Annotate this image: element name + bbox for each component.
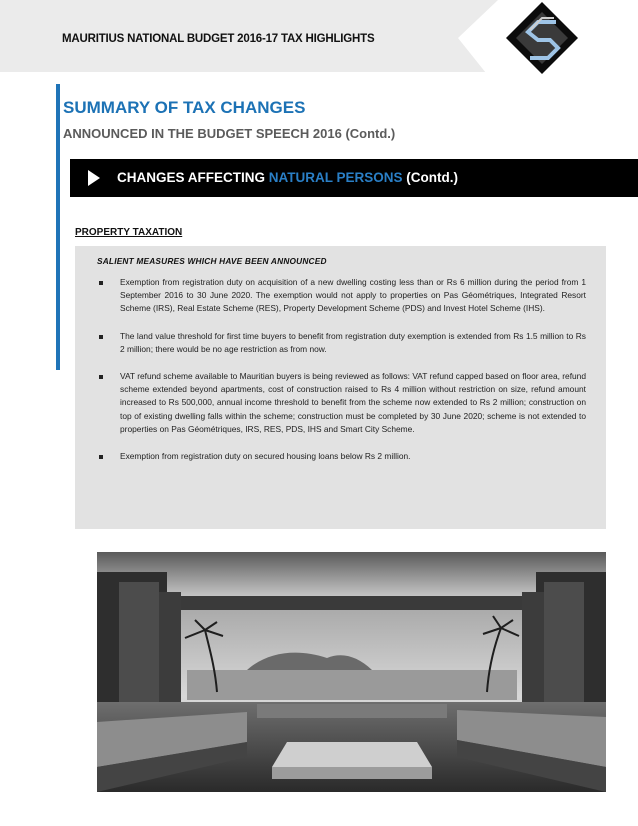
- list-item: [99, 450, 586, 463]
- section-title: PROPERTY TAXATION: [75, 227, 183, 238]
- terrace-photo: [97, 552, 606, 792]
- list-item-text: VAT refund scheme available to Mauritian buyers is being reviewed as follows: VAT refund capped based on floor area, refund scheme extended beyond apartments, cost of construction raised to Rs 4 million without restriction on size, refund amount increased to Rs 500,000, annual income threshold to benefit from the scheme now extended to Rs 2 million; construction on top of existing dwelling falls within the scheme; construction must be completed by 30 June 2020; scheme is not extended to properties on Pas Géométriques, IRS, RES, PDS, IHS and Smart City Scheme.: [120, 371, 587, 434]
- square-bullet-icon: [99, 281, 103, 285]
- measures-box: [75, 246, 606, 529]
- square-bullet-icon: [99, 375, 103, 379]
- banner-highlight: NATURAL PERSONS: [268, 170, 403, 185]
- list-item: [99, 330, 586, 356]
- page-subtitle: ANNOUNCED IN THE BUDGET SPEECH 2016 (Contd.): [63, 126, 396, 141]
- banner-prefix: CHANGES AFFECTING: [117, 170, 269, 185]
- header-title: MAURITIUS NATIONAL BUDGET 2016-17 TAX HIGHLIGHTS: [62, 33, 375, 45]
- list-item: [99, 370, 586, 436]
- section-banner: [70, 159, 638, 197]
- list-item-text: The land value threshold for first time buyers to benefit from registration duty exemption is extended from Rs 1.5 million to Rs 2 million; there would be no age restriction as from now.: [120, 330, 586, 354]
- list-item-text: Exemption from registration duty on acquisition of a new dwelling costing less than or Rs 6 million during the period from 1 September 2016 to 30 June 2020. The exemption would not apply to properties on Pas Géométriques, Integrated Resort Scheme (IRS), Real Estate Scheme (RES), Property Development Scheme (PDS) and Invest Hotel Scheme (IHS).: [120, 277, 586, 314]
- play-arrow-icon: [88, 170, 100, 186]
- measures-list: [99, 276, 586, 477]
- page-title: SUMMARY OF TAX CHANGES: [63, 98, 306, 117]
- logo-icon: [458, 0, 638, 78]
- banner-suffix: (Contd.): [402, 170, 458, 185]
- square-bullet-icon: [99, 455, 103, 459]
- banner-title: [117, 170, 458, 185]
- accent-vertical-bar: [56, 84, 60, 370]
- list-item-text: Exemption from registration duty on secured housing loans below Rs 2 million.: [120, 451, 411, 462]
- measures-subtitle: SALIENT MEASURES WHICH HAVE BEEN ANNOUNCED: [97, 256, 327, 266]
- list-item: [99, 276, 586, 316]
- square-bullet-icon: [99, 335, 103, 339]
